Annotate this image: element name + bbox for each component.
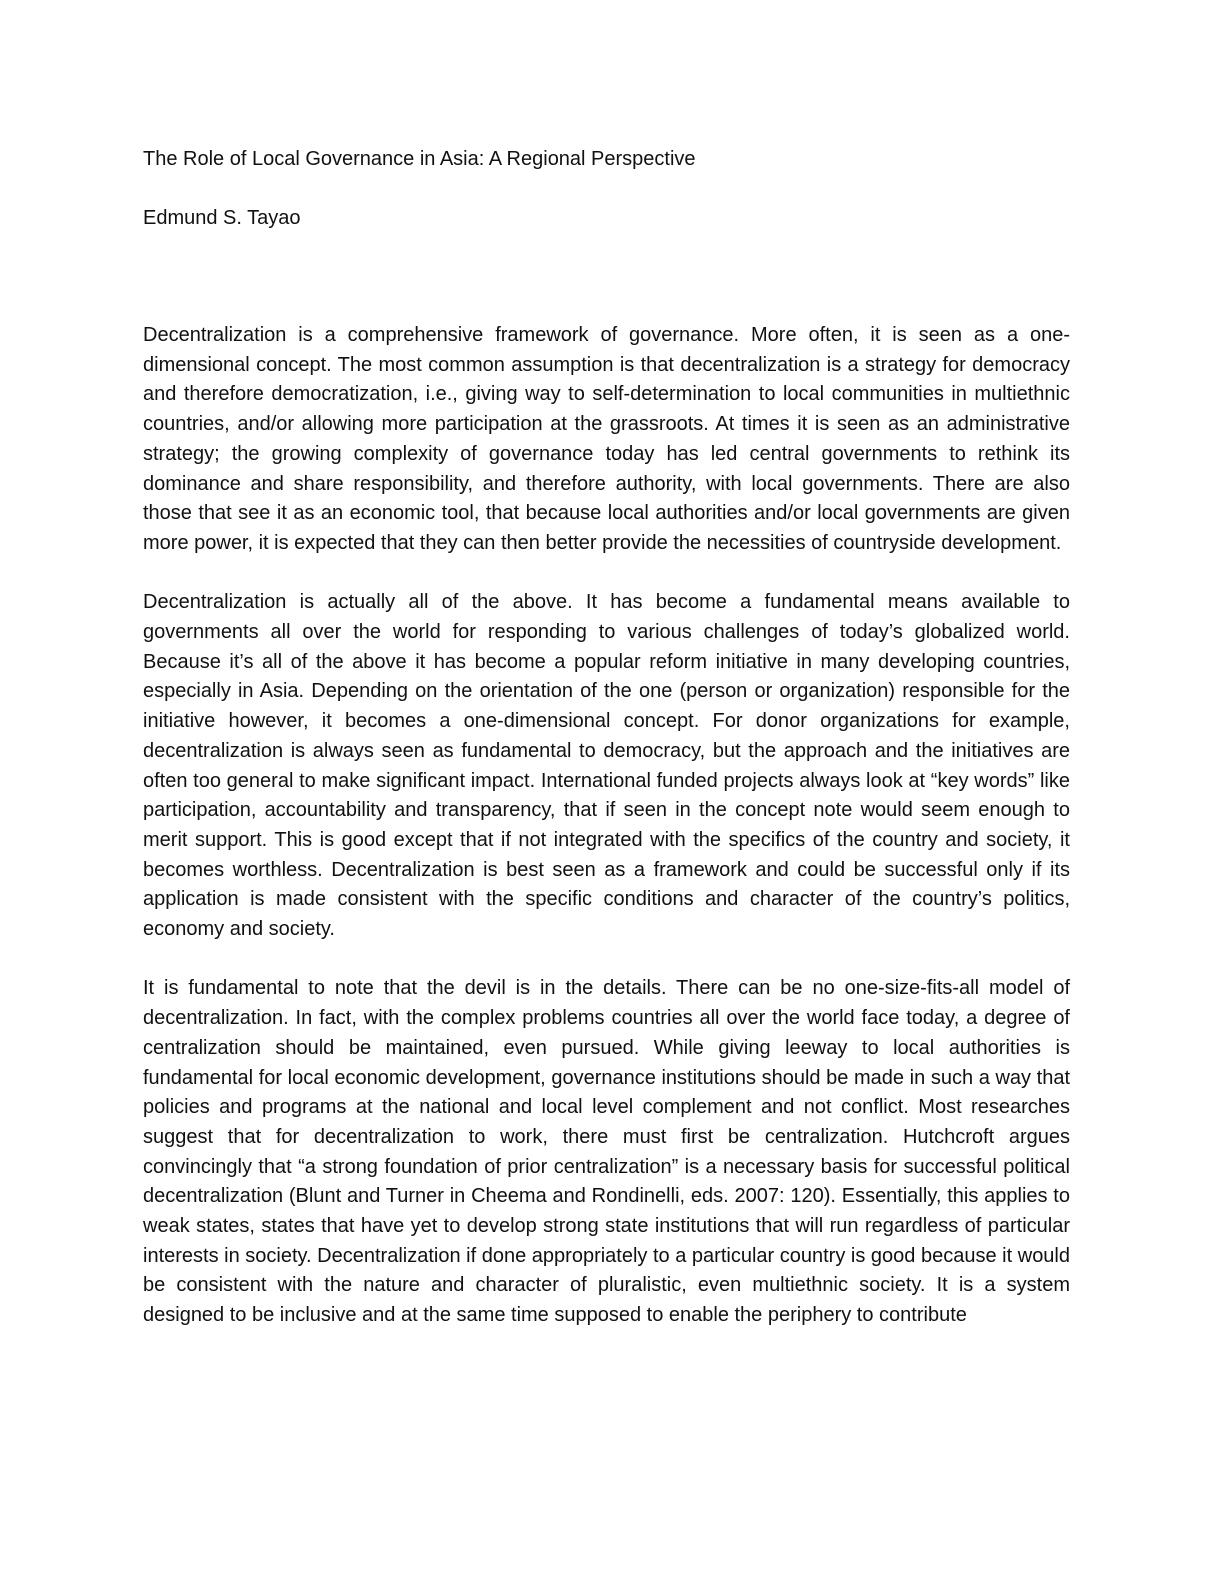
paragraph-3: It is fundamental to note that the devil is in the details. There can be no one-size-fits-all model of decentralization. In fact, with the complex problems countries all over the world face today, a degree of centralization should be maintained, even pursued. While giving leeway to local authorities is fundamental for local economic development, governance institutions should be made in such a way that policies and programs at the national and local level complement and not conflict. Most researches suggest that for decentralization to work, there must first be centralization. Hutchcroft argues convincingly that “a strong foundation of prior centralization” is a necessary basis for successful political decentralization (Blunt and Turner in Cheema and Rondinelli, eds. 2007: 120). Essentially, this applies to weak states, states that have yet to develop strong state institutions that will run regardless of particular interests in society. Decentralization if done appropriately to a particular country is good because it would be consistent with the nature and character of pluralistic, even multiethnic society. It is a system designed to be inclusive and at the same time supposed to enable the periphery to contribute xyxy=(143,977,1070,1327)
paragraph-2: Decentralization is actually all of the above. It has become a fundamental means available to governments all over the world for responding to various challenges of today’s globalized world. Because it’s all of the above it has become a popular reform initiative in many developing countries, especially in Asia. Depending on the orientation of the one (person or organization) responsible for the initiative however, it becomes a one-dimensional concept. For donor organizations for example, decentralization is always seen as fundamental to democracy, but the approach and the initiatives are often too general to make significant impact. International funded projects always look at “key words” like participation, accountability and transparency, that if seen in the concept note would seem enough to merit support. This is good except that if not integrated with the specifics of the country and society, it becomes worthless. Decentralization is best seen as a framework and could be successful only if its application is made consistent with the specific conditions and character of the country’s politics, economy and society. xyxy=(143,591,1070,941)
document-author: Edmund S. Tayao xyxy=(143,207,301,229)
paragraph-1: Decentralization is a comprehensive framework of governance. More often, it is seen as a one-dimensional concept. The most common assumption is that decentralization is a strategy for democracy and therefore democratization, i.e., giving way to self-determination to local communities in multiethnic countries, and/or allowing more participation at the grassroots. At times it is seen as an administrative strategy; the growing complexity of governance today has led central governments to rethink its dominance and share responsibility, and therefore authority, with local governments. There are also those that see it as an economic tool, that because local authorities and/or local governments are given more power, it is expected that they can then better provide the necessities of countryside development. xyxy=(143,324,1070,554)
document-body xyxy=(143,321,1070,1331)
document-title: The Role of Local Governance in Asia: A Regional Perspective xyxy=(143,148,696,170)
